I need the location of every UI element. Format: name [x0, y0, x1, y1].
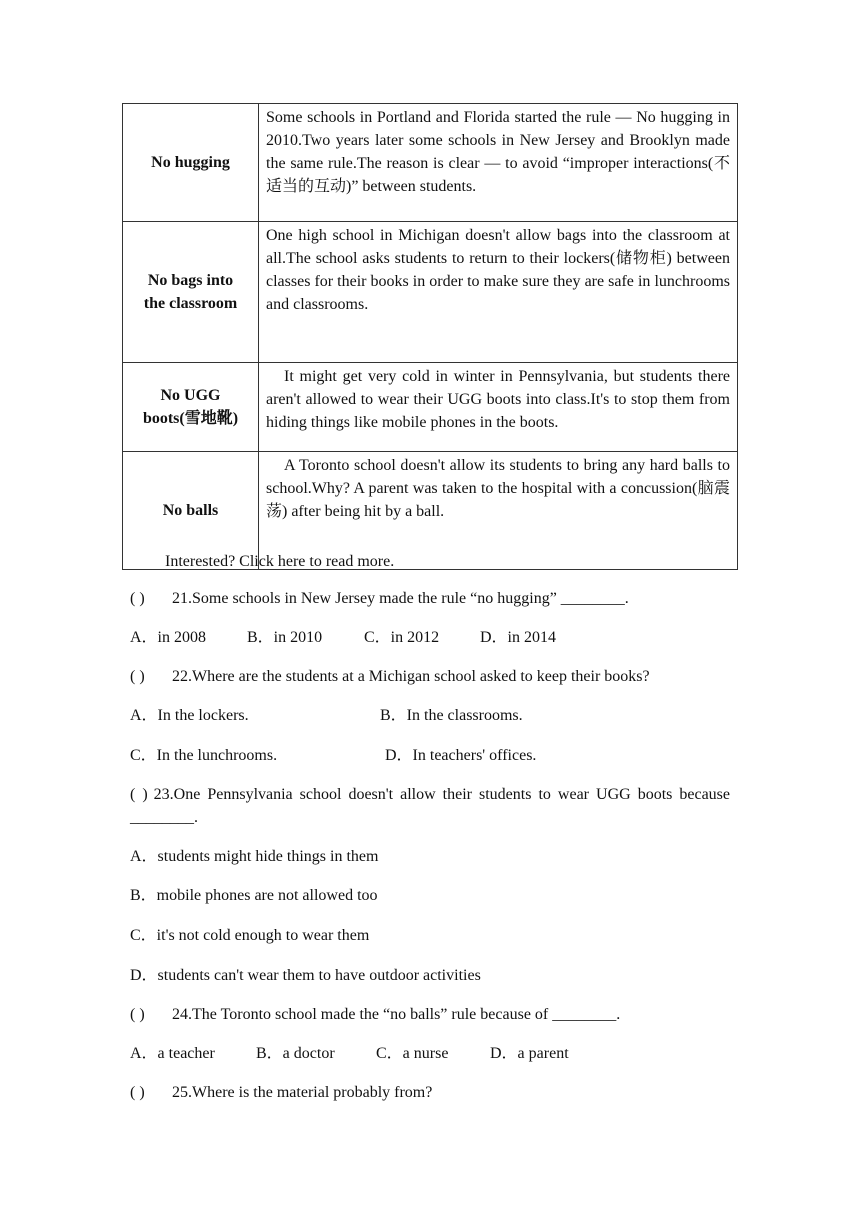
rule-label [123, 363, 259, 452]
answer-blank[interactable]: ( ) [130, 668, 145, 685]
question-stem: 21.Some schools in New Jersey made the rule “no hugging” ________. [172, 590, 629, 607]
option-a[interactable]: A．in 2008 [130, 629, 207, 646]
question-22-options-row1 [130, 704, 730, 727]
option-b[interactable]: B．in 2010 [247, 629, 323, 646]
question-24-options [130, 1042, 730, 1065]
rule-label-line: No bags into [147, 272, 234, 289]
table-row [123, 363, 738, 452]
answer-blank[interactable]: ( ) [130, 1006, 145, 1023]
option-c[interactable]: C．In the lunchrooms. [130, 747, 278, 764]
rule-label-line: the classroom [143, 295, 238, 312]
rule-label [123, 104, 259, 222]
rule-label-line: No UGG [160, 387, 221, 404]
option-d[interactable]: D．In teachers' offices. [385, 747, 537, 764]
rule-label [123, 222, 259, 363]
option-d[interactable]: D．a parent [490, 1045, 569, 1062]
rule-description: One high school in Michigan doesn't allow bags into the classroom at all.The school asks students to return to their lockers(储物柜) between classes for their books in order to make sure they are safe in lunchrooms and classrooms. [259, 222, 738, 363]
option-b[interactable]: B．mobile phones are not allowed too [130, 887, 378, 904]
read-more-note: Interested? Click here to read more. [165, 553, 395, 570]
rule-description: Some schools in Portland and Florida started the rule — No hugging in 2010.Two years later some schools in New Jersey and Brooklyn made the same rule.The reason is clear — to avoid “improper interactions(不适当的互动)” between students. [259, 104, 738, 222]
table-row [123, 104, 738, 222]
question-22 [130, 665, 730, 688]
question-24 [130, 1003, 730, 1026]
option-a[interactable]: A．a teacher [130, 1045, 215, 1062]
answer-blank[interactable]: ( ) [130, 590, 145, 607]
question-stem: 24.The Toronto school made the “no balls” rule because of ________. [172, 1006, 621, 1023]
option-b[interactable]: B．a doctor [256, 1045, 335, 1062]
option-c[interactable]: C．a nurse [376, 1045, 449, 1062]
option-d[interactable]: D．students can't wear them to have outdoor activities [130, 967, 481, 984]
option-c[interactable]: C．in 2012 [364, 629, 440, 646]
question-stem: 22.Where are the students at a Michigan school asked to keep their books? [172, 668, 650, 685]
question-21-options [130, 626, 730, 649]
rule-label-text: No hugging [151, 154, 230, 171]
question-stem: 25.Where is the material probably from? [172, 1084, 433, 1101]
rule-label-text: No balls [162, 502, 219, 519]
rule-description: It might get very cold in winter in Pennsylvania, but students there aren't allowed to wear their UGG boots into class.It's to stop them from hiding things like mobile phones in the boots. [259, 363, 738, 452]
question-23 [130, 783, 730, 829]
answer-blank[interactable]: ( ) [130, 786, 148, 803]
rule-label-line: boots(雪地靴) [142, 410, 239, 427]
question-22-options-row2 [130, 744, 730, 767]
question-21 [130, 587, 730, 610]
question-stem: 23.One Pennsylvania school doesn't allow their students to wear UGG boots because ________. [130, 786, 731, 826]
rule-description: A Toronto school doesn't allow its students to bring any hard balls to school.Why? A parent was taken to the hospital with a concussion(脑震荡) after being hit by a ball. [259, 452, 738, 570]
option-a[interactable]: A．In the lockers. [130, 707, 249, 724]
table-row [123, 222, 738, 363]
option-b[interactable]: B．In the classrooms. [380, 707, 523, 724]
rules-table [122, 103, 738, 570]
question-25 [130, 1081, 730, 1104]
option-a[interactable]: A．students might hide things in them [130, 848, 379, 865]
option-d[interactable]: D．in 2014 [480, 629, 557, 646]
answer-blank[interactable]: ( ) [130, 1084, 145, 1101]
option-c[interactable]: C．it's not cold enough to wear them [130, 927, 370, 944]
